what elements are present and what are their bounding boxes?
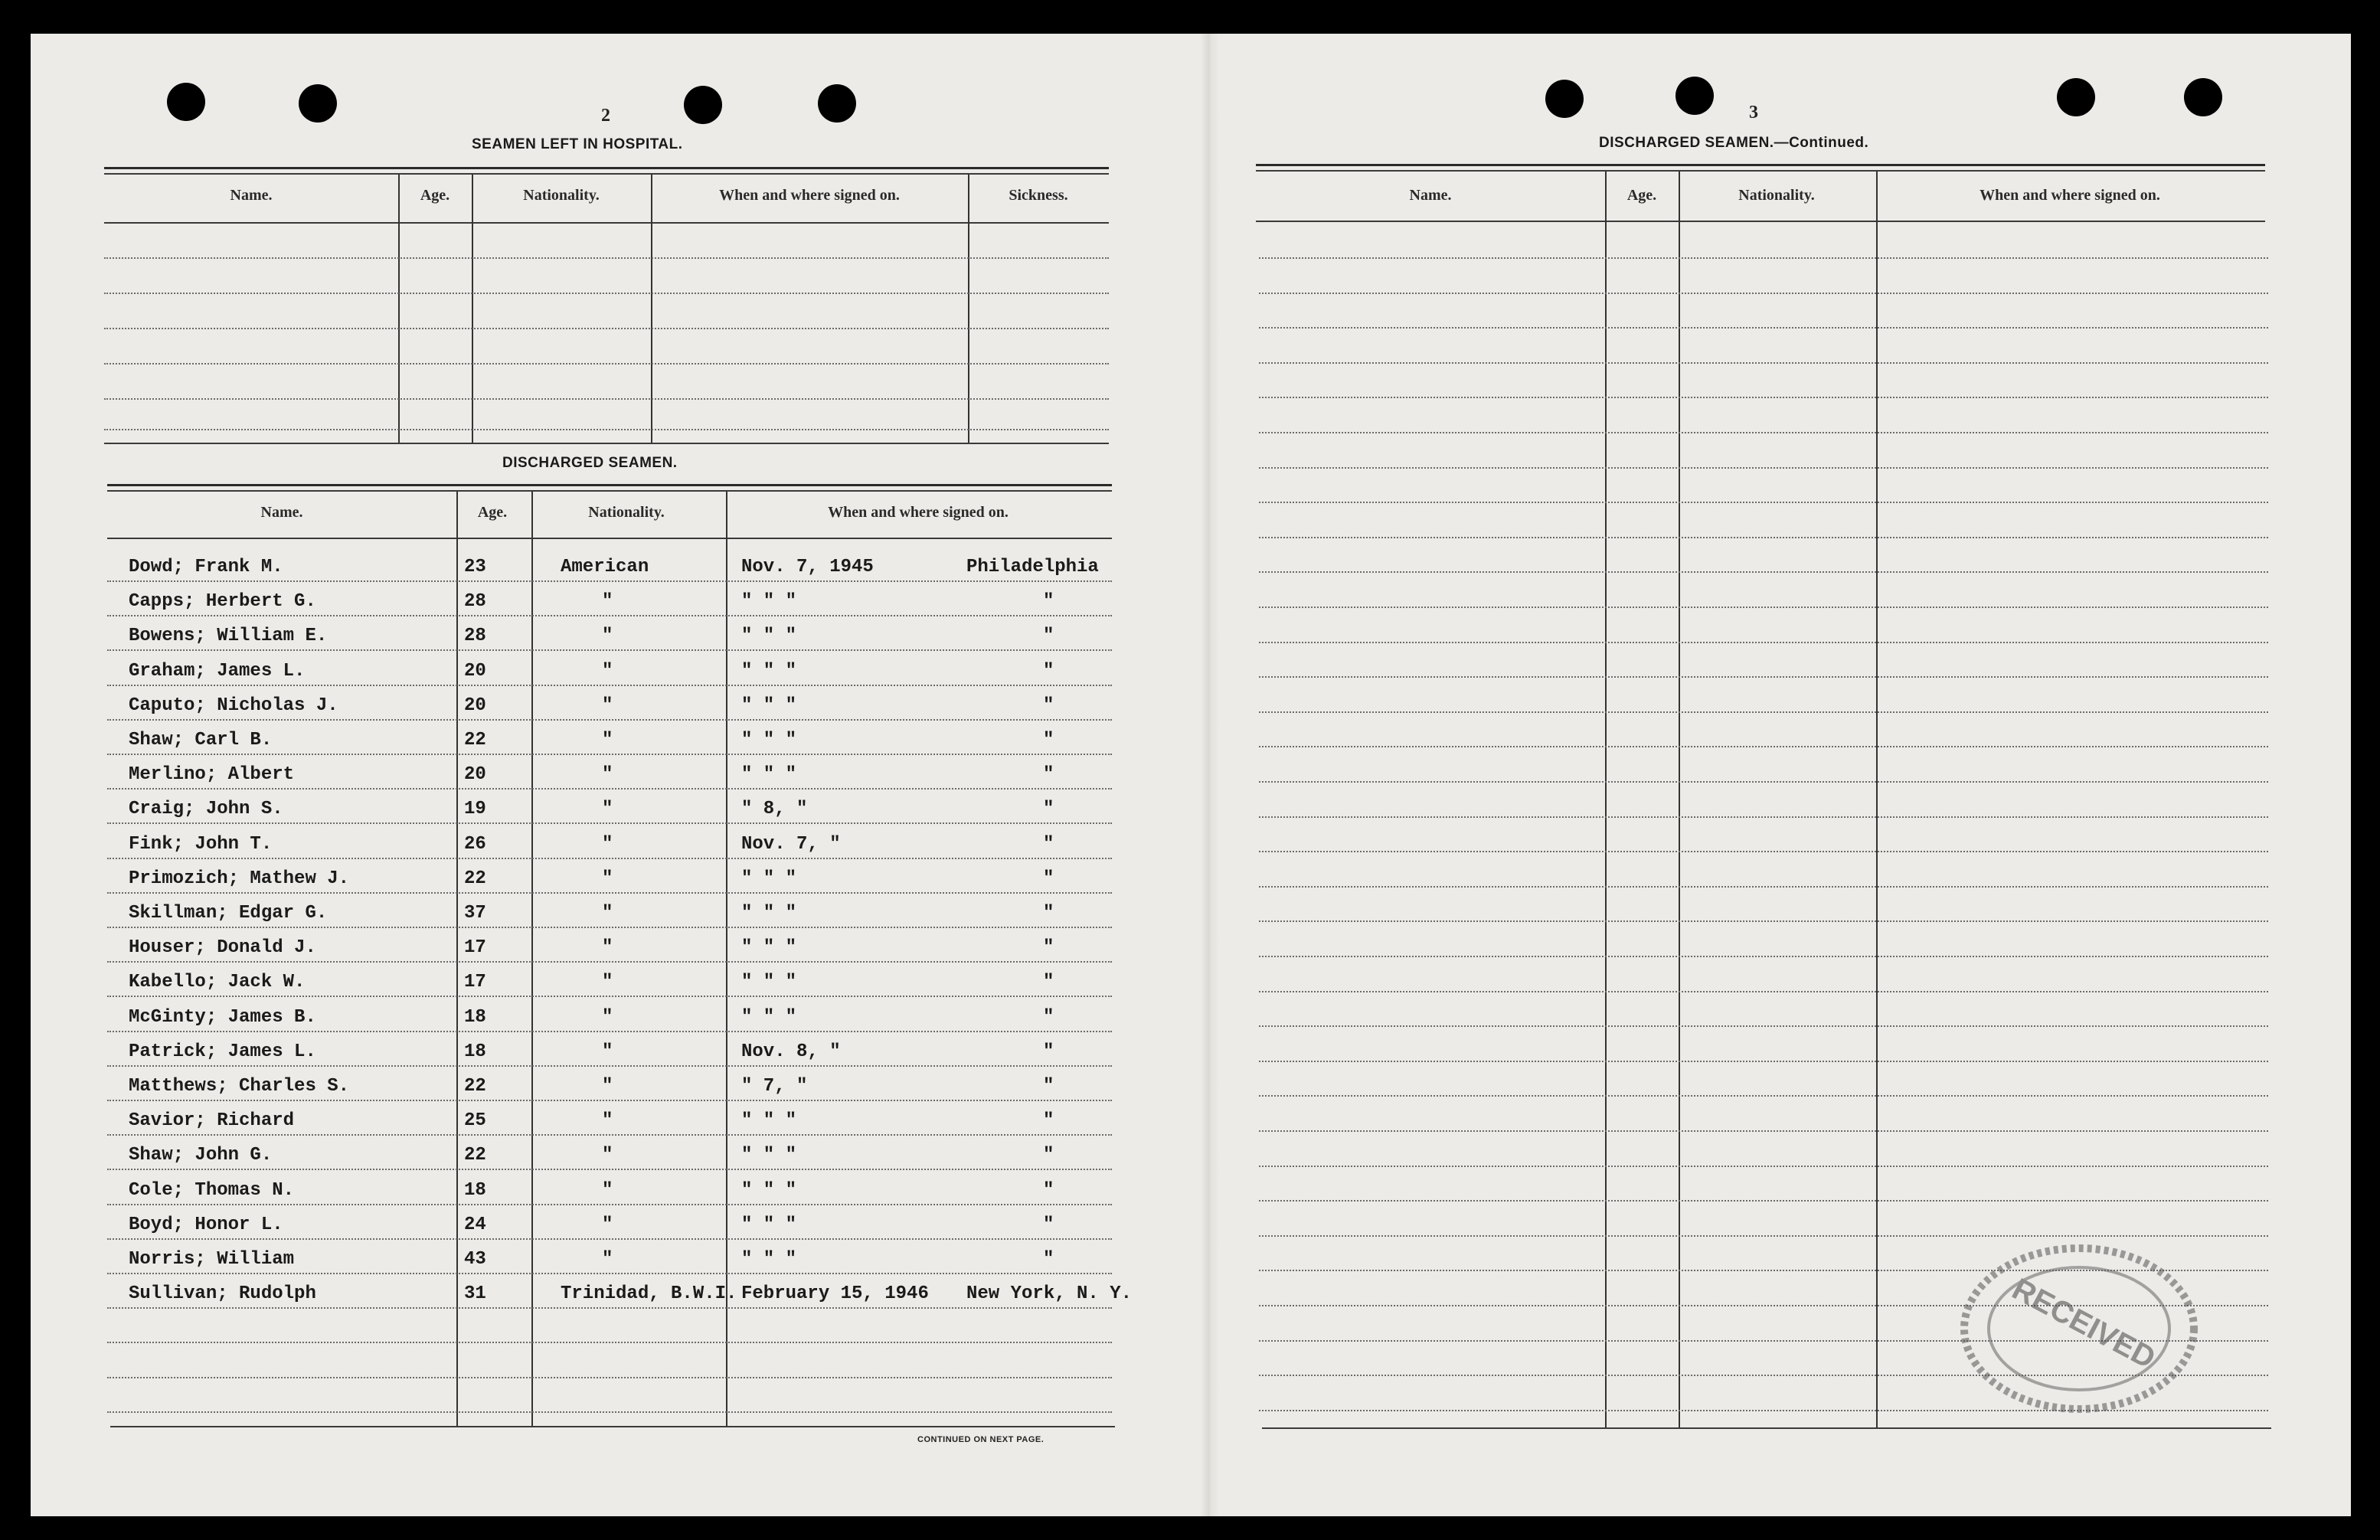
- signed-on-place: ": [1043, 937, 1054, 959]
- seaman-nationality: ": [602, 1041, 613, 1062]
- seaman-age: 43: [464, 1249, 486, 1270]
- seaman-name: Fink; John T.: [129, 833, 273, 855]
- seaman-name: Patrick; James L.: [129, 1041, 316, 1062]
- signed-on-date: Nov. 7, ": [741, 833, 841, 855]
- empty-row-line: [1259, 956, 2268, 957]
- hospital-col-divider: [398, 175, 400, 443]
- seaman-nationality: ": [602, 1249, 613, 1270]
- table-row: [107, 1065, 1112, 1067]
- empty-row-line: [107, 1342, 1112, 1343]
- table-row: [107, 961, 1112, 963]
- signed-on-place: New York, N. Y.: [966, 1283, 1133, 1305]
- seaman-name: Capps; Herbert G.: [129, 591, 316, 613]
- signed-on-place: ": [1043, 1076, 1054, 1097]
- seaman-nationality: ": [602, 937, 613, 959]
- empty-row-line: [1259, 642, 2268, 643]
- signed-on-date: " " ": [741, 1249, 797, 1270]
- signed-on-place: ": [1043, 1214, 1054, 1235]
- punch-hole: [684, 86, 722, 124]
- discharged-col-divider: [531, 492, 533, 1427]
- seaman-name: Shaw; Carl B.: [129, 730, 273, 750]
- page-number-right: 3: [1749, 103, 1758, 123]
- punch-hole: [1675, 77, 1714, 115]
- seaman-age: 28: [464, 626, 486, 647]
- seaman-nationality: ": [602, 730, 613, 750]
- table-row: [107, 649, 1112, 651]
- seaman-nationality: Trinidad, B.W.I.: [561, 1283, 737, 1305]
- hospital-row-line: [104, 363, 1109, 365]
- discharged-col-age: Age.: [477, 504, 508, 521]
- table-row: [107, 1273, 1112, 1274]
- table-row: [107, 685, 1112, 686]
- seaman-age: 19: [464, 799, 486, 820]
- empty-row-line: [1259, 711, 2268, 713]
- empty-row-line: [1259, 1166, 2268, 1167]
- seaman-name: Cole; Thomas N.: [129, 1179, 295, 1201]
- hospital-col-age: Age.: [420, 187, 450, 204]
- table-row: [107, 927, 1112, 928]
- seaman-age: 20: [464, 660, 486, 682]
- seaman-age: 25: [464, 1110, 486, 1132]
- table-row: [107, 822, 1112, 824]
- seaman-name: McGinty; James B.: [129, 1006, 316, 1028]
- table-row: [107, 754, 1112, 755]
- seaman-age: 20: [464, 764, 486, 786]
- seaman-nationality: ": [602, 660, 613, 682]
- punch-hole: [167, 83, 205, 121]
- hospital-col-signed-on: When and where signed on.: [719, 187, 900, 204]
- empty-row-line: [1259, 293, 2268, 294]
- page-fold: [1201, 34, 1219, 1516]
- hospital-col-sickness: Sickness.: [1009, 187, 1068, 204]
- empty-row-line: [1259, 746, 2268, 747]
- signed-on-place: ": [1043, 591, 1054, 613]
- table-row: [107, 1031, 1112, 1032]
- hospital-row-line: [104, 429, 1109, 430]
- seaman-nationality: ": [602, 1145, 613, 1166]
- seaman-age: 28: [464, 591, 486, 613]
- seaman-age: 37: [464, 903, 486, 924]
- empty-row-line: [1259, 920, 2268, 922]
- stamp-text: RECEIVED: [2006, 1272, 2161, 1375]
- discharged-col-nationality: Nationality.: [588, 504, 665, 521]
- empty-row-line: [1259, 607, 2268, 608]
- table-row: [107, 1238, 1112, 1240]
- signed-on-date: " " ": [741, 764, 797, 786]
- signed-on-place: ": [1043, 764, 1054, 786]
- signed-on-place: ": [1043, 626, 1054, 647]
- hospital-header-rule: [104, 222, 1109, 224]
- table-row: [107, 719, 1112, 721]
- seaman-nationality: ": [602, 1076, 613, 1097]
- signed-on-date: Nov. 7, 1945: [741, 557, 874, 577]
- seaman-name: Primozich; Mathew J.: [129, 868, 350, 889]
- discharged-table-bottom-rule: [110, 1426, 1115, 1427]
- signed-on-place: ": [1043, 695, 1054, 716]
- seaman-nationality: ": [602, 1179, 613, 1201]
- table-row: [107, 1204, 1112, 1205]
- empty-row-line: [1259, 1200, 2268, 1202]
- table-row: [107, 615, 1112, 616]
- signed-on-date: " " ": [741, 1006, 797, 1028]
- seaman-name: Savior; Richard: [129, 1110, 295, 1132]
- seaman-name: Shaw; John G.: [129, 1145, 273, 1166]
- seaman-age: 18: [464, 1179, 486, 1201]
- seaman-nationality: ": [602, 764, 613, 786]
- table-row: [107, 1307, 1112, 1309]
- seaman-age: 18: [464, 1041, 486, 1062]
- signed-on-place: ": [1043, 903, 1054, 924]
- signed-on-place: ": [1043, 1179, 1054, 1201]
- empty-row-line: [1259, 1025, 2268, 1027]
- seaman-name: Norris; William: [129, 1249, 295, 1270]
- table-row: [107, 996, 1112, 997]
- signed-on-place: ": [1043, 833, 1054, 855]
- seaman-name: Graham; James L.: [129, 660, 306, 682]
- discharged-header-rule: [107, 538, 1112, 539]
- empty-row-line: [1259, 362, 2268, 364]
- seaman-nationality: ": [602, 972, 613, 993]
- seaman-nationality: ": [602, 833, 613, 855]
- empty-row-line: [1259, 467, 2268, 469]
- discharged-continued-title: DISCHARGED SEAMEN.—Continued.: [1599, 135, 1869, 151]
- signed-on-date: " " ": [741, 972, 797, 993]
- signed-on-place: ": [1043, 799, 1054, 820]
- empty-row-line: [1259, 397, 2268, 398]
- hospital-col-divider: [968, 175, 969, 443]
- seaman-nationality: ": [602, 695, 613, 716]
- seaman-nationality: ": [602, 903, 613, 924]
- seaman-name: Bowens; William E.: [129, 626, 328, 647]
- seaman-age: 26: [464, 833, 486, 855]
- empty-row-line: [1259, 886, 2268, 888]
- empty-row-line: [1259, 991, 2268, 992]
- signed-on-date: " " ": [741, 1110, 797, 1132]
- seaman-nationality: ": [602, 868, 613, 889]
- seaman-name: Caputo; Nicholas J.: [129, 695, 338, 716]
- seaman-nationality: American: [561, 557, 649, 577]
- right-col-name: Name.: [1409, 187, 1452, 204]
- hospital-row-line: [104, 398, 1109, 400]
- signed-on-place: ": [1043, 1249, 1054, 1270]
- right-table-bottom-rule: [1262, 1427, 2271, 1429]
- empty-row-line: [1259, 432, 2268, 433]
- signed-on-date: " " ": [741, 695, 797, 716]
- punch-hole: [818, 84, 856, 123]
- signed-on-place: ": [1043, 1145, 1054, 1166]
- discharged-table-top-rule-2: [107, 490, 1112, 492]
- right-col-divider: [1679, 172, 1680, 1429]
- table-row: [107, 1169, 1112, 1170]
- hospital-row-line: [104, 257, 1109, 259]
- seaman-age: 20: [464, 695, 486, 716]
- page-number-left: 2: [601, 106, 610, 126]
- hospital-section-title: SEAMEN LEFT IN HOSPITAL.: [472, 136, 683, 152]
- empty-row-line: [1259, 816, 2268, 818]
- discharged-col-name: Name.: [260, 504, 303, 521]
- continued-note: CONTINUED ON NEXT PAGE.: [917, 1435, 1045, 1444]
- right-table-top-rule: [1256, 164, 2265, 166]
- seaman-age: 23: [464, 557, 486, 577]
- seaman-name: Sullivan; Rudolph: [129, 1283, 316, 1305]
- seaman-nationality: ": [602, 1110, 613, 1132]
- signed-on-date: " " ": [741, 730, 797, 750]
- seaman-nationality: ": [602, 626, 613, 647]
- seaman-age: 31: [464, 1283, 486, 1305]
- discharged-col-signed-on: When and where signed on.: [828, 504, 1009, 521]
- empty-row-line: [1259, 1130, 2268, 1132]
- empty-row-line: [1259, 851, 2268, 852]
- table-row: [107, 892, 1112, 894]
- signed-on-place: ": [1043, 1006, 1054, 1028]
- seaman-name: Merlino; Albert: [129, 764, 295, 786]
- table-row: [107, 858, 1112, 859]
- right-header-rule: [1256, 221, 2265, 222]
- empty-row-line: [107, 1377, 1112, 1378]
- punch-hole: [2184, 78, 2222, 116]
- signed-on-date: " " ": [741, 1145, 797, 1166]
- seaman-name: Skillman; Edgar G.: [129, 903, 328, 924]
- received-stamp: [1949, 1225, 2209, 1417]
- signed-on-place: ": [1043, 1041, 1054, 1062]
- seaman-name: Matthews; Charles S.: [129, 1076, 350, 1097]
- signed-on-date: Nov. 8, ": [741, 1041, 841, 1062]
- empty-row-line: [1259, 502, 2268, 503]
- seaman-age: 22: [464, 1145, 486, 1166]
- signed-on-place: ": [1043, 1110, 1054, 1132]
- hospital-table-bottom-rule: [104, 443, 1109, 444]
- seaman-age: 22: [464, 1076, 486, 1097]
- empty-row-line: [107, 1411, 1112, 1413]
- punch-hole: [1545, 80, 1584, 118]
- hospital-table-top-rule-2: [104, 173, 1109, 175]
- seaman-nationality: ": [602, 1006, 613, 1028]
- seaman-nationality: ": [602, 799, 613, 820]
- right-col-signed-on: When and where signed on.: [1980, 187, 2160, 204]
- hospital-row-line: [104, 328, 1109, 329]
- seaman-age: 17: [464, 937, 486, 959]
- seaman-age: 18: [464, 1006, 486, 1028]
- signed-on-date: " " ": [741, 1214, 797, 1235]
- hospital-col-nationality: Nationality.: [523, 187, 600, 204]
- signed-on-place: ": [1043, 730, 1054, 750]
- seaman-name: Dowd; Frank M.: [129, 557, 283, 577]
- empty-row-line: [1259, 781, 2268, 783]
- seaman-age: 22: [464, 868, 486, 889]
- discharged-section-title: DISCHARGED SEAMEN.: [502, 455, 678, 471]
- hospital-table-top-rule: [104, 167, 1109, 169]
- empty-row-line: [1259, 327, 2268, 329]
- signed-on-place: ": [1043, 660, 1054, 682]
- hospital-row-line: [104, 293, 1109, 294]
- right-col-nationality: Nationality.: [1738, 187, 1815, 204]
- right-table-top-rule-2: [1256, 170, 2265, 172]
- empty-row-line: [1259, 257, 2268, 259]
- hospital-col-name: Name.: [230, 187, 273, 204]
- signed-on-date: February 15, 1946: [741, 1283, 929, 1305]
- signed-on-date: " " ": [741, 937, 797, 959]
- discharged-table-top-rule: [107, 484, 1112, 486]
- signed-on-date: " " ": [741, 868, 797, 889]
- right-col-age: Age.: [1626, 187, 1657, 204]
- signed-on-date: " 8, ": [741, 799, 808, 820]
- empty-row-line: [1259, 537, 2268, 538]
- table-row: [107, 788, 1112, 790]
- empty-row-line: [1259, 1061, 2268, 1062]
- table-row: [107, 580, 1112, 582]
- table-row: [107, 1134, 1112, 1136]
- empty-row-line: [1259, 571, 2268, 573]
- signed-on-place: ": [1043, 972, 1054, 993]
- seaman-name: Kabello; Jack W.: [129, 972, 306, 993]
- signed-on-date: " " ": [741, 591, 797, 613]
- seaman-nationality: ": [602, 591, 613, 613]
- signed-on-date: " " ": [741, 1179, 797, 1201]
- signed-on-date: " " ": [741, 660, 797, 682]
- seaman-age: 17: [464, 972, 486, 993]
- punch-hole: [2057, 78, 2095, 116]
- seaman-name: Houser; Donald J.: [129, 937, 316, 959]
- punch-hole: [299, 84, 337, 123]
- seaman-name: Craig; John S.: [129, 799, 283, 820]
- seaman-nationality: ": [602, 1214, 613, 1235]
- seaman-age: 22: [464, 730, 486, 750]
- hospital-col-divider: [651, 175, 652, 443]
- hospital-col-divider: [472, 175, 473, 443]
- discharged-col-divider: [456, 492, 458, 1427]
- signed-on-place: ": [1043, 868, 1054, 889]
- seaman-age: 24: [464, 1214, 486, 1235]
- right-col-divider: [1876, 172, 1878, 1429]
- right-col-divider: [1605, 172, 1607, 1429]
- empty-row-line: [1259, 1095, 2268, 1097]
- signed-on-place: Philadelphia: [966, 557, 1099, 577]
- table-row: [107, 1100, 1112, 1101]
- empty-row-line: [1259, 676, 2268, 678]
- signed-on-date: " 7, ": [741, 1076, 808, 1097]
- signed-on-date: " " ": [741, 903, 797, 924]
- seaman-name: Boyd; Honor L.: [129, 1214, 283, 1235]
- signed-on-date: " " ": [741, 626, 797, 647]
